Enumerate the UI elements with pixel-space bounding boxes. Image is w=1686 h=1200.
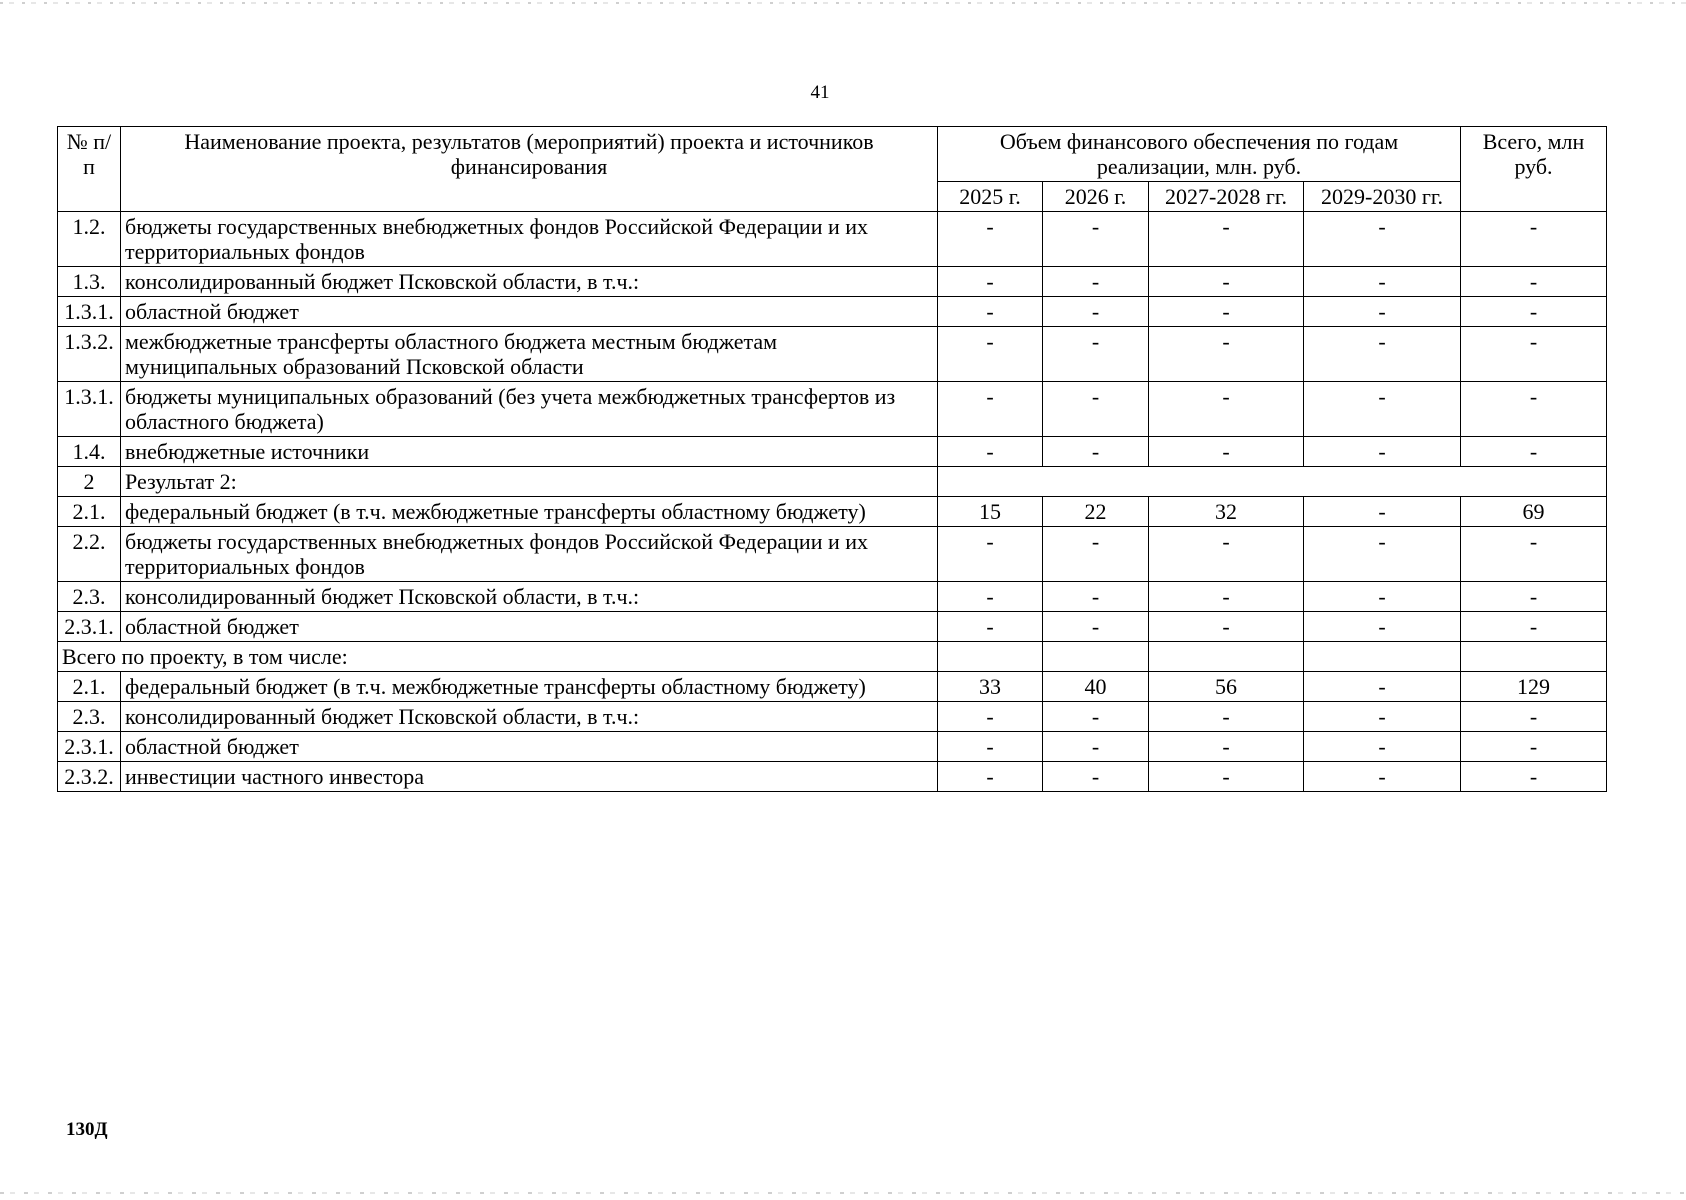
value-2026: - xyxy=(1043,527,1149,582)
row-number: 1.3. xyxy=(58,267,121,297)
value-total: - xyxy=(1461,267,1607,297)
row-number: 2.3.1. xyxy=(58,732,121,762)
table-row xyxy=(58,497,1607,527)
row-name: бюджеты муниципальных образований (без учета межбюджетных трансфертов из областного бюджета) xyxy=(121,382,938,437)
row-number: 2.1. xyxy=(58,497,121,527)
value-2029-2030: - xyxy=(1304,382,1461,437)
row-number: 2.3. xyxy=(58,582,121,612)
value-2025: - xyxy=(938,702,1043,732)
value-2029-2030: - xyxy=(1304,527,1461,582)
value-2027-2028: 56 xyxy=(1149,672,1304,702)
empty-cell xyxy=(1043,642,1149,672)
row-name: межбюджетные трансферты областного бюджета местным бюджетам муниципальных образований Псковской области xyxy=(121,327,938,382)
value-2027-2028: - xyxy=(1149,437,1304,467)
value-total: - xyxy=(1461,762,1607,792)
header-year-2027-2028: 2027-2028 гг. xyxy=(1149,182,1304,212)
value-2026: - xyxy=(1043,702,1149,732)
row-number: 1.3.2. xyxy=(58,327,121,382)
empty-cell xyxy=(938,642,1043,672)
value-2026: - xyxy=(1043,732,1149,762)
financing-table xyxy=(57,126,1607,792)
row-number: 1.3.1. xyxy=(58,382,121,437)
row-number: 2 xyxy=(58,467,121,497)
empty-cell xyxy=(1304,642,1461,672)
table-row xyxy=(58,762,1607,792)
row-name: федеральный бюджет (в т.ч. межбюджетные трансферты областному бюджету) xyxy=(121,672,938,702)
header-name: Наименование проекта, результатов (мероприятий) проекта и источников финансирования xyxy=(121,127,938,212)
table-header xyxy=(58,127,1607,212)
value-2027-2028: - xyxy=(1149,327,1304,382)
row-name: консолидированный бюджет Псковской области, в т.ч.: xyxy=(121,582,938,612)
value-2026: 22 xyxy=(1043,497,1149,527)
value-2027-2028: - xyxy=(1149,297,1304,327)
value-2026: - xyxy=(1043,212,1149,267)
value-2026: - xyxy=(1043,297,1149,327)
row-name: бюджеты государственных внебюджетных фондов Российской Федерации и их территориальных фондов xyxy=(121,527,938,582)
empty-cell xyxy=(1149,642,1304,672)
value-2029-2030: - xyxy=(1304,267,1461,297)
value-2025: - xyxy=(938,582,1043,612)
header-year-2029-2030: 2029-2030 гг. xyxy=(1304,182,1461,212)
value-2026: - xyxy=(1043,582,1149,612)
value-total: - xyxy=(1461,297,1607,327)
value-2027-2028: - xyxy=(1149,582,1304,612)
row-name: консолидированный бюджет Псковской области, в т.ч.: xyxy=(121,267,938,297)
row-name: инвестиции частного инвестора xyxy=(121,762,938,792)
value-2029-2030: - xyxy=(1304,702,1461,732)
value-2025: - xyxy=(938,612,1043,642)
value-total: - xyxy=(1461,612,1607,642)
header-num: № п/п xyxy=(58,127,121,212)
value-2025: - xyxy=(938,212,1043,267)
value-2027-2028: 32 xyxy=(1149,497,1304,527)
row-name: Всего по проекту, в том числе: xyxy=(58,642,938,672)
value-2029-2030: - xyxy=(1304,732,1461,762)
empty-cell xyxy=(1461,642,1607,672)
value-2027-2028: - xyxy=(1149,212,1304,267)
table-row xyxy=(58,582,1607,612)
row-number: 2.2. xyxy=(58,527,121,582)
value-2025: - xyxy=(938,382,1043,437)
table-row xyxy=(58,672,1607,702)
value-2029-2030: - xyxy=(1304,612,1461,642)
row-name: областной бюджет xyxy=(121,297,938,327)
row-name: консолидированный бюджет Псковской области, в т.ч.: xyxy=(121,702,938,732)
header-row-top xyxy=(58,127,1607,182)
value-2027-2028: - xyxy=(1149,267,1304,297)
value-2025: - xyxy=(938,327,1043,382)
footer-code: 130Д xyxy=(66,1119,108,1140)
value-2026: - xyxy=(1043,382,1149,437)
value-2029-2030: - xyxy=(1304,327,1461,382)
row-name: областной бюджет xyxy=(121,612,938,642)
value-total: - xyxy=(1461,527,1607,582)
value-2027-2028: - xyxy=(1149,762,1304,792)
value-total: - xyxy=(1461,702,1607,732)
value-2029-2030: - xyxy=(1304,497,1461,527)
value-2027-2028: - xyxy=(1149,732,1304,762)
row-number: 2.3.1. xyxy=(58,612,121,642)
value-2026: - xyxy=(1043,762,1149,792)
row-number: 1.4. xyxy=(58,437,121,467)
value-2025: 33 xyxy=(938,672,1043,702)
header-volume: Объем финансового обеспечения по годам реализации, млн. руб. xyxy=(938,127,1461,182)
value-total: - xyxy=(1461,582,1607,612)
header-total: Всего, млн руб. xyxy=(1461,127,1607,212)
value-total: - xyxy=(1461,212,1607,267)
value-2029-2030: - xyxy=(1304,582,1461,612)
value-2025: - xyxy=(938,527,1043,582)
value-2025: 15 xyxy=(938,497,1043,527)
value-2025: - xyxy=(938,297,1043,327)
page-number: 41 xyxy=(810,82,830,103)
table-row xyxy=(58,212,1607,267)
value-2026: - xyxy=(1043,612,1149,642)
row-number: 1.2. xyxy=(58,212,121,267)
row-number: 2.3. xyxy=(58,702,121,732)
table-body xyxy=(58,212,1607,792)
row-name: Результат 2: xyxy=(121,467,938,497)
row-number: 1.3.1. xyxy=(58,297,121,327)
value-total: - xyxy=(1461,732,1607,762)
total-row xyxy=(58,642,1607,672)
value-2026: - xyxy=(1043,437,1149,467)
table-row xyxy=(58,527,1607,582)
scan-artifact-top xyxy=(0,2,1686,4)
table-row xyxy=(58,732,1607,762)
value-2027-2028: - xyxy=(1149,612,1304,642)
value-total: - xyxy=(1461,437,1607,467)
value-total: - xyxy=(1461,382,1607,437)
table-row xyxy=(58,327,1607,382)
value-2027-2028: - xyxy=(1149,382,1304,437)
table-row xyxy=(58,437,1607,467)
empty-cell xyxy=(938,467,1607,497)
table-row xyxy=(58,382,1607,437)
value-2026: - xyxy=(1043,267,1149,297)
value-2025: - xyxy=(938,267,1043,297)
value-2027-2028: - xyxy=(1149,702,1304,732)
value-total: 129 xyxy=(1461,672,1607,702)
value-2027-2028: - xyxy=(1149,527,1304,582)
value-2029-2030: - xyxy=(1304,672,1461,702)
row-name: бюджеты государственных внебюджетных фондов Российской Федерации и их территориальных фондов xyxy=(121,212,938,267)
value-2025: - xyxy=(938,762,1043,792)
value-2029-2030: - xyxy=(1304,212,1461,267)
value-total: - xyxy=(1461,327,1607,382)
row-number: 2.3.2. xyxy=(58,762,121,792)
value-2029-2030: - xyxy=(1304,437,1461,467)
value-2025: - xyxy=(938,437,1043,467)
row-number: 2.1. xyxy=(58,672,121,702)
value-2029-2030: - xyxy=(1304,762,1461,792)
row-name: областной бюджет xyxy=(121,732,938,762)
scan-artifact-bottom xyxy=(0,1192,1686,1194)
header-year-2026: 2026 г. xyxy=(1043,182,1149,212)
value-2026: 40 xyxy=(1043,672,1149,702)
value-2026: - xyxy=(1043,327,1149,382)
row-name: внебюджетные источники xyxy=(121,437,938,467)
value-2029-2030: - xyxy=(1304,297,1461,327)
table-row xyxy=(58,267,1607,297)
row-name: федеральный бюджет (в т.ч. межбюджетные трансферты областному бюджету) xyxy=(121,497,938,527)
table-row xyxy=(58,297,1607,327)
table-row xyxy=(58,612,1607,642)
value-2025: - xyxy=(938,732,1043,762)
header-year-2025: 2025 г. xyxy=(938,182,1043,212)
value-total: 69 xyxy=(1461,497,1607,527)
result-row xyxy=(58,467,1607,497)
table-row xyxy=(58,702,1607,732)
